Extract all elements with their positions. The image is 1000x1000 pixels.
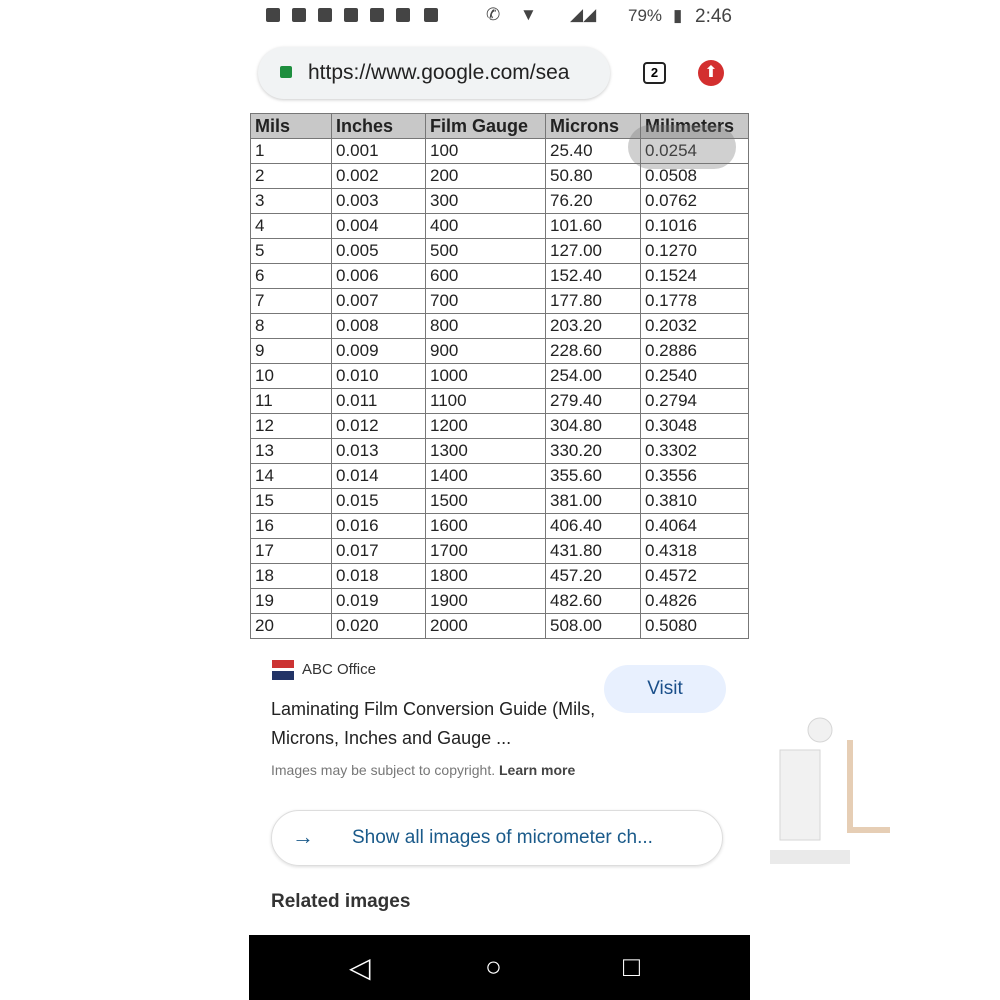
wifi-icon: ▼ — [520, 5, 537, 24]
table-cell: 0.003 — [332, 189, 426, 214]
notification-icon — [344, 8, 358, 22]
table-row — [251, 289, 749, 314]
table-cell: 0.016 — [332, 514, 426, 539]
table-cell: 355.60 — [546, 464, 641, 489]
table-cell: 152.40 — [546, 264, 641, 289]
table-cell: 500 — [426, 239, 546, 264]
table-cell: 0.2794 — [641, 389, 749, 414]
url-text: https://www.google.com/sea — [308, 61, 570, 84]
table-row — [251, 439, 749, 464]
table-cell: 0.017 — [332, 539, 426, 564]
table-cell: 9 — [251, 339, 332, 364]
table-cell: 1200 — [426, 414, 546, 439]
table-cell: 254.00 — [546, 364, 641, 389]
show-all-images-button[interactable] — [271, 810, 723, 866]
watermark-logo — [730, 710, 900, 880]
clock: 2:46 — [695, 6, 732, 27]
column-header: Film Gauge — [426, 114, 546, 139]
table-row — [251, 514, 749, 539]
table-cell: 16 — [251, 514, 332, 539]
table-cell: 18 — [251, 564, 332, 589]
source-site[interactable] — [272, 660, 376, 680]
visit-button[interactable]: Visit — [604, 665, 726, 713]
table-cell: 100 — [426, 139, 546, 164]
column-header: Inches — [332, 114, 426, 139]
table-cell: 10 — [251, 364, 332, 389]
table-cell: 76.20 — [546, 189, 641, 214]
table-cell: 1 — [251, 139, 332, 164]
signal-icon: ◢◢ — [570, 5, 597, 24]
table-cell: 400 — [426, 214, 546, 239]
table-cell: 600 — [426, 264, 546, 289]
table-row — [251, 539, 749, 564]
table-cell: 0.2032 — [641, 314, 749, 339]
table-cell: 457.20 — [546, 564, 641, 589]
table-cell: 0.005 — [332, 239, 426, 264]
table-cell: 0.002 — [332, 164, 426, 189]
table-cell: 0.012 — [332, 414, 426, 439]
column-header: Mils — [251, 114, 332, 139]
table-row — [251, 489, 749, 514]
table-cell: 0.4318 — [641, 539, 749, 564]
table-row — [251, 364, 749, 389]
back-icon[interactable]: ◁ — [349, 952, 371, 983]
table-cell: 7 — [251, 289, 332, 314]
table-cell: 2 — [251, 164, 332, 189]
table-cell: 0.4572 — [641, 564, 749, 589]
table-row — [251, 414, 749, 439]
copyright-text: Images may be subject to copyright. — [271, 762, 496, 778]
notification-icon — [266, 8, 280, 22]
table-cell: 800 — [426, 314, 546, 339]
table-cell: 0.020 — [332, 614, 426, 639]
table-cell: 4 — [251, 214, 332, 239]
home-icon — [318, 8, 332, 22]
table-cell: 431.80 — [546, 539, 641, 564]
learn-more-link[interactable]: Learn more — [499, 762, 576, 778]
table-row — [251, 614, 749, 639]
table-cell: 900 — [426, 339, 546, 364]
table-cell: 0.1016 — [641, 214, 749, 239]
table-cell: 300 — [426, 189, 546, 214]
table-cell: 1700 — [426, 539, 546, 564]
tab-switcher-button[interactable]: 2 — [643, 62, 666, 84]
related-images-heading: Related images — [271, 891, 411, 912]
table-cell: 0.001 — [332, 139, 426, 164]
table-cell: 19 — [251, 589, 332, 614]
table-cell: 0.014 — [332, 464, 426, 489]
table-cell: 0.3556 — [641, 464, 749, 489]
table-cell: 0.3048 — [641, 414, 749, 439]
table-cell: 508.00 — [546, 614, 641, 639]
result-title[interactable]: Laminating Film Conversion Guide (Mils, Microns, Inches and Gauge ... — [271, 699, 596, 748]
table-cell: 203.20 — [546, 314, 641, 339]
table-cell: 0.004 — [332, 214, 426, 239]
table-cell: 0.3302 — [641, 439, 749, 464]
table-cell: 20 — [251, 614, 332, 639]
table-cell: 127.00 — [546, 239, 641, 264]
table-cell: 0.010 — [332, 364, 426, 389]
image-actions-overlay[interactable] — [628, 125, 736, 169]
table-cell: 0.013 — [332, 439, 426, 464]
table-cell: 0.1524 — [641, 264, 749, 289]
table-cell: 6 — [251, 264, 332, 289]
table-row — [251, 189, 749, 214]
table-cell: 3 — [251, 189, 332, 214]
table-cell: 0.1778 — [641, 289, 749, 314]
column-header: Milimeters — [641, 114, 749, 139]
table-cell: 1100 — [426, 389, 546, 414]
call-icon: ✆ — [486, 5, 501, 24]
table-row — [251, 314, 749, 339]
table-cell: 0.009 — [332, 339, 426, 364]
table-cell: 2000 — [426, 614, 546, 639]
table-row — [251, 589, 749, 614]
table-cell: 0.4826 — [641, 589, 749, 614]
table-cell: 1400 — [426, 464, 546, 489]
conversion-table — [250, 113, 749, 639]
table-cell: 200 — [426, 164, 546, 189]
table-cell: 101.60 — [546, 214, 641, 239]
table-row — [251, 464, 749, 489]
copyright-notice — [271, 762, 575, 778]
table-cell: 17 — [251, 539, 332, 564]
show-all-label: Show all images of micrometer ch... — [352, 827, 653, 848]
home-icon[interactable]: ○ — [485, 951, 502, 982]
table-cell: 14 — [251, 464, 332, 489]
table-cell: 13 — [251, 439, 332, 464]
notification-icon — [424, 8, 438, 22]
table-cell: 12 — [251, 414, 332, 439]
table-cell: 1300 — [426, 439, 546, 464]
table-cell: 406.40 — [546, 514, 641, 539]
column-header: Microns — [546, 114, 641, 139]
table-cell: 700 — [426, 289, 546, 314]
table-cell: 0.0254 — [641, 139, 749, 164]
table-row — [251, 264, 749, 289]
table-cell: 0.5080 — [641, 614, 749, 639]
arrow-right-icon: → — [292, 824, 314, 849]
table-cell: 0.008 — [332, 314, 426, 339]
table-cell: 0.006 — [332, 264, 426, 289]
table-row — [251, 239, 749, 264]
table-cell: 1500 — [426, 489, 546, 514]
table-cell: 0.011 — [332, 389, 426, 414]
url-bar[interactable] — [258, 47, 610, 99]
table-cell: 25.40 — [546, 139, 641, 164]
table-cell: 0.007 — [332, 289, 426, 314]
table-cell: 0.1270 — [641, 239, 749, 264]
update-icon[interactable]: ⬆ — [698, 60, 724, 86]
table-row — [251, 214, 749, 239]
table-cell: 381.00 — [546, 489, 641, 514]
table-cell: 0.015 — [332, 489, 426, 514]
battery-level: 79% — [628, 6, 663, 25]
table-cell: 1000 — [426, 364, 546, 389]
table-cell: 0.0762 — [641, 189, 749, 214]
table-row — [251, 389, 749, 414]
table-cell: 0.4064 — [641, 514, 749, 539]
table-row — [251, 339, 749, 364]
gmail-icon — [370, 8, 384, 22]
table-cell: 8 — [251, 314, 332, 339]
table-row — [251, 564, 749, 589]
notification-icon — [292, 8, 306, 22]
table-cell: 1900 — [426, 589, 546, 614]
lock-icon — [280, 66, 292, 78]
table-cell: 279.40 — [546, 389, 641, 414]
table-cell: 0.2886 — [641, 339, 749, 364]
android-nav-bar — [249, 935, 750, 1000]
table-cell: 0.018 — [332, 564, 426, 589]
table-cell: 11 — [251, 389, 332, 414]
table-cell: 15 — [251, 489, 332, 514]
recents-icon[interactable]: □ — [623, 951, 640, 982]
table-cell: 1800 — [426, 564, 546, 589]
status-bar — [250, 0, 750, 36]
battery-icon: ▮ — [673, 6, 683, 25]
youtube-icon — [396, 8, 410, 22]
table-cell: 5 — [251, 239, 332, 264]
source-name: ABC Office — [302, 660, 376, 678]
table-cell: 304.80 — [546, 414, 641, 439]
table-cell: 0.3810 — [641, 489, 749, 514]
table-cell: 228.60 — [546, 339, 641, 364]
table-cell: 330.20 — [546, 439, 641, 464]
abc-office-logo — [272, 660, 294, 680]
table-cell: 177.80 — [546, 289, 641, 314]
table-cell: 0.0508 — [641, 164, 749, 189]
table-cell: 0.019 — [332, 589, 426, 614]
table-cell: 1600 — [426, 514, 546, 539]
table-cell: 50.80 — [546, 164, 641, 189]
table-cell: 482.60 — [546, 589, 641, 614]
table-cell: 0.2540 — [641, 364, 749, 389]
